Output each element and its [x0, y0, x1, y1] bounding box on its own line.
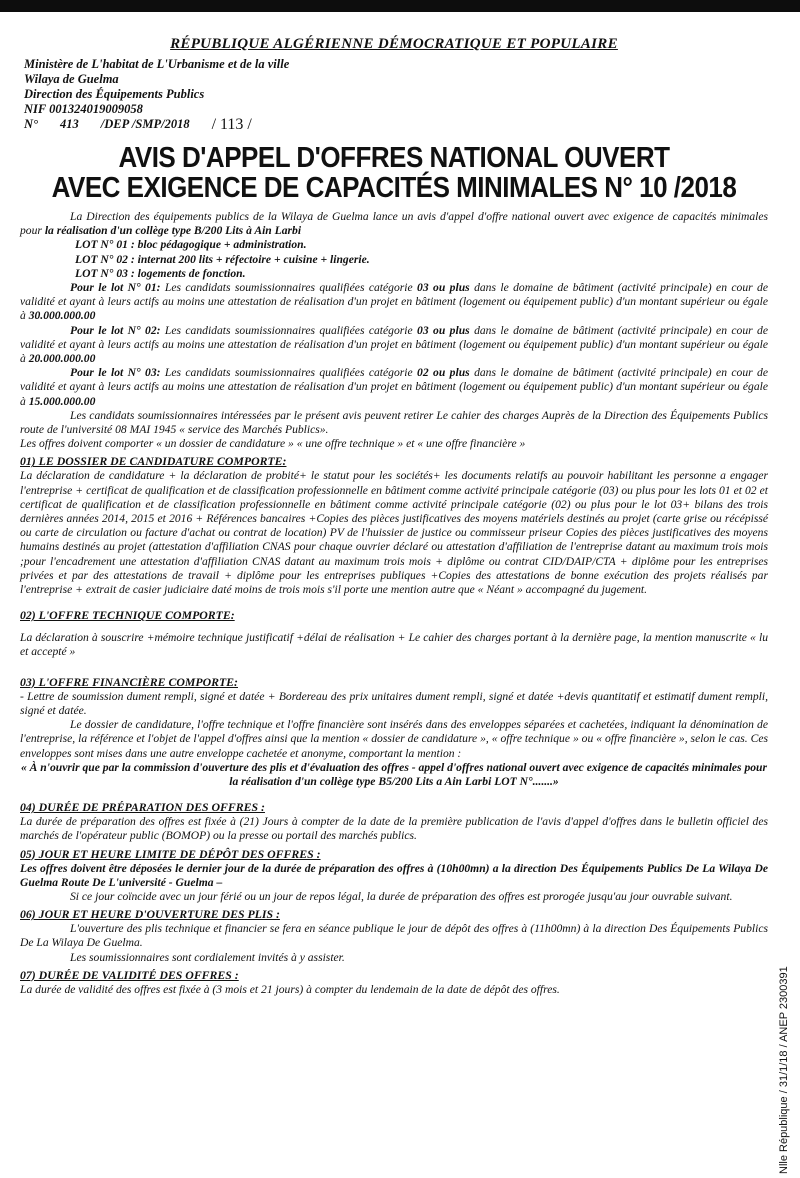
lot-requirement: [20, 366, 768, 409]
cahier-paragraph: Les candidats soumissionnaires intéressées par le présent avis peuvent retirer Le cahier des charges Auprès de la Direction des Équipements Publics route de l'université 08 MAI 1945 « service des Marchés Publics».: [20, 408, 768, 437]
envelope-mention: « À n'ouvrir que par la commission d'ouverture des plis et d'évaluation des offres - appel d'offres national ouvert avec exigence de capacités minimales pour la réalisation d'un collège type B5/200 Lits a Ain Larbi LOT N°.......»: [20, 760, 768, 788]
lot-requirement-text: Les candidats soumissionnaires qualifiées catégorie: [164, 366, 413, 380]
ref-number: 413: [60, 117, 79, 131]
title-line-1: AVIS D'APPEL D'OFFRES NATIONAL OUVERT: [118, 140, 670, 174]
section-text: La durée de validité des offres est fixée à (3 mois et 21 jours) à compter du lendemain de la date de dépôt des offres.: [20, 982, 560, 996]
ref-code: /DEP /SMP/2018: [100, 117, 190, 131]
notice-document: [20, 28, 768, 997]
intro-text: La Direction des équipements publics de la Wilaya de Guelma lance un avis d'appel d'offre national ouvert avec exigence de capacités minimales pour: [20, 210, 768, 238]
lot-requirement-label: Pour le lot N° 01:: [70, 281, 161, 295]
section-text: L'ouverture des plis technique et financier se fera en séance publique le jour de dépôt des offres à (11h00mn) à la direction Des Équipements Publics De La Wilaya De Guelma.: [20, 922, 768, 950]
lot-requirement-text: dans le domaine de bâtiment (activité principale) en cour de validité et ayant à leurs actifs au moins une attestation de réalisation d'un projet en bâtiment (logement ou équipement public) d'un montant supérieur ou égale à: [20, 323, 768, 366]
ref-no-label: N°: [24, 117, 39, 131]
section-text: La durée de préparation des offres est fixée à (21) Jours à compter de la date de la première publication de l'avis d'appel d'offres dans le bulletin officiel des marchés de l'opérateur public (BOMOP) ou la presse ou portail des marchés publics.: [20, 815, 768, 843]
lot-requirement-text: Les candidats soumissionnaires qualifiées catégorie: [164, 281, 413, 295]
nif-line: NIF 001324019009058: [24, 102, 143, 116]
envelopes-paragraph: Le dossier de candidature, l'offre technique et l'offre financière sont insérés dans des enveloppes séparées et cachetées, indiquant la dénomination de l'entreprise, la référence et l'objet de l'appel d'offres ainsi que la mention « dossier de candidature », « offre technique » ou « offre financière », selon le cas. Ces enveloppes sont mises dans une autre enveloppe cachetée et anonyme, comportant la mention :: [20, 718, 768, 760]
lot-requirement-category: 02 ou plus: [417, 366, 470, 380]
lot-item: LOT N° 02 : internat 200 lits + réfectoire + cuisine + lingerie.: [75, 252, 370, 266]
lot-requirement-amount: 30.000.000.00: [28, 309, 96, 323]
top-border-bar: [0, 0, 800, 12]
section-text: Les offres doivent être déposées le dernier jour de la durée de préparation des offres à (10h00mn) a la direction Des Équipements Publics De La Wilaya De Guelma Route De L'université - Guelma –: [20, 861, 768, 889]
lot-requirement-category: 03 ou plus: [417, 281, 470, 295]
lot-requirement-amount: 15.000.000.00: [28, 394, 96, 408]
section-text: Les soumissionnaires sont cordialement invités à y assister.: [70, 950, 345, 964]
lot-requirement-label: Pour le lot N° 02:: [70, 323, 161, 337]
reference-line: [24, 117, 768, 132]
section-title: 03) L'OFFRE FINANCIÈRE COMPORTE:: [20, 674, 238, 689]
lot-requirement-category: 03 ou plus: [417, 323, 470, 337]
lot-requirement-amount: 20.000.000.00: [28, 352, 96, 366]
intro-object: la réalisation d'un collège type B/200 Lits à Ain Larbi: [44, 224, 302, 238]
wilaya-line: Wilaya de Guelma: [24, 72, 119, 86]
lot-requirement-text: dans le domaine de bâtiment (activité principale) en cour de validité et ayant à leurs actifs au moins une attestation de réalisation d'un projet en bâtiment (logement ou équipement public) d'un montant supérieur ou égale à: [20, 281, 768, 323]
section-text: La déclaration de candidature + la déclaration de probité+ le statut pour les sociétés+ les documents relatifs au pouvoir habilitant les personne a engager l'entreprise + certificat de qualification et de classification professionnelle en bâtiment comme activité principale catégorie (03) ou plus pour les lots 01 et 02 et certificat de qualification et de classification professionnelle en bâtiment comme activité principale catégorie (02) ou plus pour le lot 03+ bilans des trois dernières années 2014, 2015 et 2016 + Références bancaires +Copies des pièces justificatives des moyens matériels destinés au projet (carte grise ou récépissé ou carte de circulation ou facture d'achat ou contrat de location) PV de l'huissier de justice ou commisseur priseur Copies des pièces justificatives des moyens humains destinés au projet (attestation d'affiliation CNAS pour chaque ouvrier déclaré ou attestation d'affiliation de l'entreprise datant au maximum trois mois ;pour l'encadrement une attestation d'affiliation CNAS datant au maximum trois mois + diplôme ou contrat CID/DAIP/CTA + diplôme pour les entreprises privées et par des attestations de travail + diplôme pour les entreprises publiques +Copies des attestations de bonne exécution des projets réalisés par l'entreprise + extrait de casier judiciaire daté moins de trois mois s'il porte une mention autre que « Néant » accompagné du jugement.: [20, 469, 768, 597]
intro-paragraph: [20, 210, 768, 238]
offers-intro: Les offres doivent comporter « un dossier de candidature » « une offre technique » et « une offre financière »: [20, 437, 526, 451]
side-stamp-text: Nlle République / 31/1/18 / ANEP 2300391: [778, 966, 790, 1174]
lot-item: LOT N° 01 : bloc pédagogique + administration.: [75, 238, 307, 252]
lot-requirement-text: dans le domaine de bâtiment (activité principale) en cour de validité et ayant à leurs actifs au moins une attestation de réalisation d'un projet en bâtiment (logement ou équipement public) d'un montant supérieur ou égale à: [20, 366, 768, 408]
ministry-line: Ministère de L'habitat de L'Urbanisme et de la ville: [24, 57, 290, 71]
section-title: 06) JOUR ET HEURE D'OUVERTURE DES PLIS :: [20, 907, 280, 922]
lot-requirement: [20, 281, 768, 324]
section-title: 02) L'OFFRE TECHNIQUE COMPORTE:: [20, 608, 235, 623]
title-line-2: AVEC EXIGENCE DE CAPACITÉS MINIMALES N° 10 /2018: [51, 170, 737, 204]
section-title: 05) JOUR ET HEURE LIMITE DE DÉPÔT DES OFFRES :: [20, 846, 321, 861]
republic-heading: RÉPUBLIQUE ALGÉRIENNE DÉMOCRATIQUE ET POPULAIRE: [170, 36, 618, 52]
section-title: 07) DURÉE DE VALIDITÉ DES OFFRES :: [20, 967, 239, 982]
section-text: - Lettre de soumission dument rempli, signé et datée + Bordereau des prix unitaires dument rempli, signé et datée +devis quantitatif et estimatif dument rempli, signé et datée.: [20, 689, 768, 717]
notice-title: [20, 142, 768, 202]
lot-item: LOT N° 03 : logements de fonction.: [75, 266, 246, 280]
direction-line: Direction des Équipements Publics: [24, 87, 205, 101]
section-text: La déclaration à souscrire +mémoire technique justificatif +délai de réalisation + Le cahier des charges portant à la dernière page, la mention manuscrite « lu et accepté »: [20, 631, 768, 659]
lot-requirement: [20, 324, 768, 367]
lot-requirement-text: Les candidats soumissionnaires qualifiées catégorie: [164, 323, 413, 337]
lot-requirement-label: Pour le lot N° 03:: [70, 366, 161, 380]
section-title: 01) LE DOSSIER DE CANDIDATURE COMPORTE:: [20, 454, 287, 469]
section-title: 04) DURÉE DE PRÉPARATION DES OFFRES :: [20, 800, 265, 815]
side-stamp: [774, 874, 794, 1174]
ref-handwritten-number: / 113 /: [211, 116, 252, 133]
issuer-block: [20, 57, 768, 132]
section-text: Si ce jour coïncide avec un jour férié ou un jour de repos légal, la durée de préparation des offres est prorogée jusqu'au jour ouvrable suivant.: [70, 889, 733, 903]
